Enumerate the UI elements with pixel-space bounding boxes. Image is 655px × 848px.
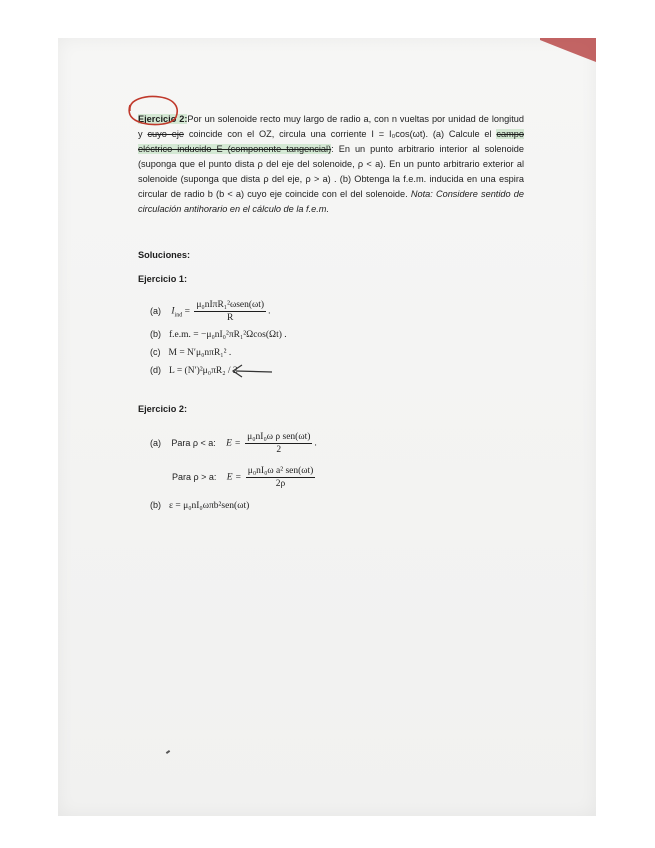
ex1-a-label: (a) [150, 305, 161, 316]
ex1-c-text: M = N′μ₀nπR₁² . [168, 348, 232, 358]
ex1-b-label: (b) [150, 329, 161, 339]
exercise-text-2: coincide con el OZ, circula una corriente I = I₀cos(ωt). (a) Calcule el [183, 129, 492, 139]
ex2-a-lhs2: E = [226, 472, 242, 483]
hand-drawn-circle [124, 93, 182, 127]
ex1-a-sub: ind [174, 312, 183, 319]
ex1-a-denominator: R [227, 313, 234, 323]
exercise-label: Ejercicio 2: [138, 114, 188, 124]
ex2-a-numerator2: μ₀nI₀ω a² sen(ωt) [247, 466, 314, 476]
ex2-title: Ejercicio 2: [138, 404, 188, 414]
ex1-answer-a [150, 300, 270, 323]
ex2-answer-a2 [172, 466, 317, 489]
ex1-a-end: . [268, 306, 271, 317]
ex2-a-fraction1 [245, 432, 312, 455]
ex2-a-cond1: Para ρ < a: [171, 437, 216, 448]
ex2-a-cond2: Para ρ > a: [172, 471, 217, 482]
exercise-text-3: : En un punto arbitrario interior al solenoide (suponga que el punto dista ρ del eje del solenoide, ρ < a). En un punto arbitrario exterior al solenoide (suponga que dista ρ del eje, ρ > a) . (b) Obtenga la f.e.m. inducida en una espira circular de radio b (b < a) cuyo eje coincide con el del solenoide. [138, 144, 524, 199]
ex2-answer-a1 [150, 432, 317, 455]
solutions-title: Soluciones: [138, 250, 191, 260]
ex1-title: Ejercicio 1: [138, 274, 188, 284]
ex1-a-numerator: μ₀nIπR₁²ωsen(ωt) [196, 300, 265, 310]
ex1-d-label: (d) [150, 365, 161, 375]
ex1-b-text: f.e.m. = −μ₀nI₀²πR₁²Ωcos(Ωt) . [169, 330, 287, 340]
ex2-a-denominator1: 2 [276, 445, 282, 455]
red-corner-tab [540, 38, 596, 62]
ex2-a-denominator2: 2ρ [275, 479, 286, 489]
ex2-a-numerator1: μ₀nI₀ω ρ sen(ωt) [247, 432, 311, 442]
exercise-text-1: Por un solenoide recto muy largo de radio a, con n vueltas por unidad de longitud y [138, 114, 524, 139]
ex2-b-text: ε = μ₀nI₀ωπb²sen(ωt) [169, 501, 250, 511]
ex1-answer-d [150, 365, 238, 376]
ex2-b-label: (b) [150, 500, 161, 510]
ex1-answer-b [150, 329, 287, 340]
ex1-a-lhs: I [171, 306, 175, 317]
exercise-statement [138, 112, 524, 217]
ex2-a-fraction2 [246, 466, 316, 489]
hand-drawn-arrow [230, 362, 274, 380]
ex1-answer-c [150, 347, 231, 358]
ex2-a-end1: . [314, 438, 317, 449]
exercise-note: Nota: Considere sentido de circulación antihorario en el cálculo de la f.e.m. [138, 189, 524, 214]
ex1-d-text: L = (N′)²μ₀πR₂ / 2 [169, 366, 238, 376]
ex2-answer-b [150, 500, 249, 511]
ex1-c-label: (c) [150, 347, 161, 357]
ex2-a-lhs1: E = [226, 438, 241, 449]
ex1-a-eq: = [182, 306, 190, 317]
struck-text-1: cuyo eje [147, 129, 184, 139]
struck-text-2: campo eléctrico inducido E (componente tangencial) [138, 129, 524, 154]
ex2-a-label: (a) [150, 437, 161, 448]
ex1-a-fraction [194, 300, 266, 323]
